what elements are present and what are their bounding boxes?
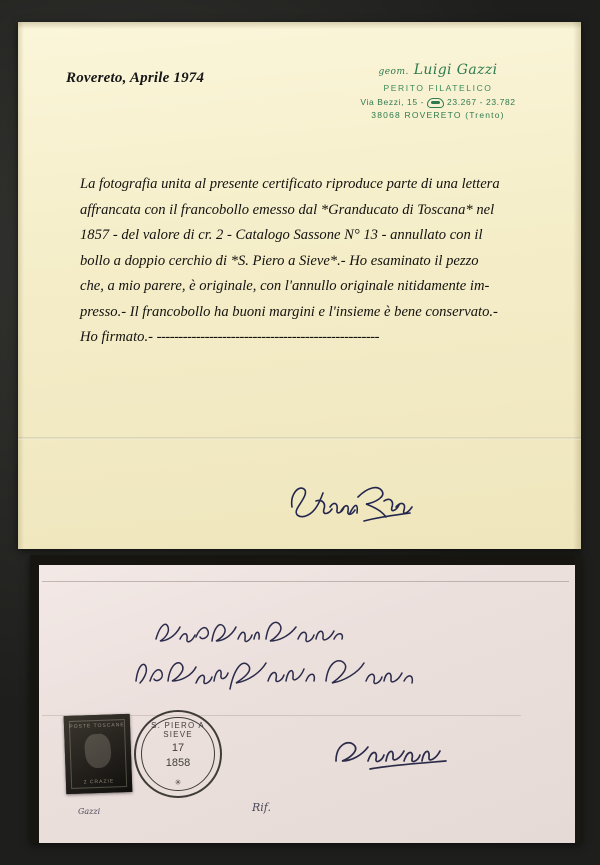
letterhead	[333, 62, 543, 120]
certificate-body	[80, 172, 540, 351]
photo-border-right	[575, 555, 581, 843]
telephone-icon	[427, 98, 444, 108]
body-line: 1857 - del valore di cr. 2 - Catalogo Sassone N° 13 - annullato con il	[80, 227, 483, 243]
postage-stamp	[64, 714, 133, 794]
pencil-note-center: Rif.	[252, 801, 271, 814]
letterhead-phone: 23.267 - 23.782	[447, 97, 516, 107]
letterhead-role: PERITO FILATELICO	[383, 83, 493, 93]
body-line: La fotografia unita al presente certificato riproduce parte di una lettera	[80, 176, 500, 192]
place-and-date: Rovereto, Aprile 1974	[66, 70, 205, 86]
stamp-value-text: 2 CRAZIE	[83, 778, 115, 786]
signature-ink	[286, 477, 416, 527]
postmark-year: 1858	[165, 757, 191, 769]
address-line-2-ink	[130, 653, 430, 693]
pencil-note-left: Gazzi	[78, 807, 101, 816]
postmark-star-icon: ✳	[174, 778, 182, 787]
sheet-edge-top	[18, 22, 581, 29]
letterhead-prefix: geom.	[378, 67, 409, 77]
body-line: bollo a doppio cerchio di *S. Piero a Sieve*.- Ho esaminato il pezzo	[80, 252, 479, 269]
expert-signature	[286, 477, 416, 527]
body-line: che, a mio parere, è originale, con l'annullo originale nitidamente im-	[80, 278, 490, 294]
sheet-edge-right	[573, 22, 581, 549]
postmark-office: S. PIERO A SIEVE	[151, 721, 205, 739]
body-line: affrancata con il francobollo emesso dal *Granducato di Toscana* nel	[80, 201, 495, 218]
sheet-fold-line	[18, 437, 581, 440]
letterhead-city: 38068 ROVERETO (Trento)	[371, 110, 505, 120]
cover-crease-upper	[42, 581, 569, 582]
address-line-1	[150, 615, 370, 654]
letterhead-street: Via Bezzi, 15 -	[360, 97, 425, 107]
address-line-1-ink	[150, 615, 370, 649]
letterhead-address-line	[333, 97, 543, 107]
address-city	[330, 733, 460, 778]
cover-photograph	[30, 555, 581, 843]
photo-border-top	[30, 555, 581, 565]
stamp-country-text: POSTE TOSCANE	[69, 722, 125, 730]
photo-border-left	[30, 555, 39, 843]
trailing-dashes: ---------------------------------------------------	[156, 329, 379, 345]
body-closing-line	[80, 325, 540, 351]
letterhead-expert-name: Luigi Gazzi	[413, 62, 498, 78]
address-city-ink	[330, 733, 460, 773]
certificate-sheet	[18, 22, 581, 549]
body-line: presso.- Il francobollo ha buoni margini e l'insieme è bene conservato.-	[80, 303, 498, 320]
letterhead-name	[333, 62, 543, 78]
sheet-edge-left	[18, 22, 24, 549]
body-closing-text: Ho firmato.-	[80, 329, 157, 345]
address-line-2	[130, 653, 430, 698]
postmark-cancel	[134, 710, 222, 798]
postmark-day: 17	[171, 742, 185, 754]
